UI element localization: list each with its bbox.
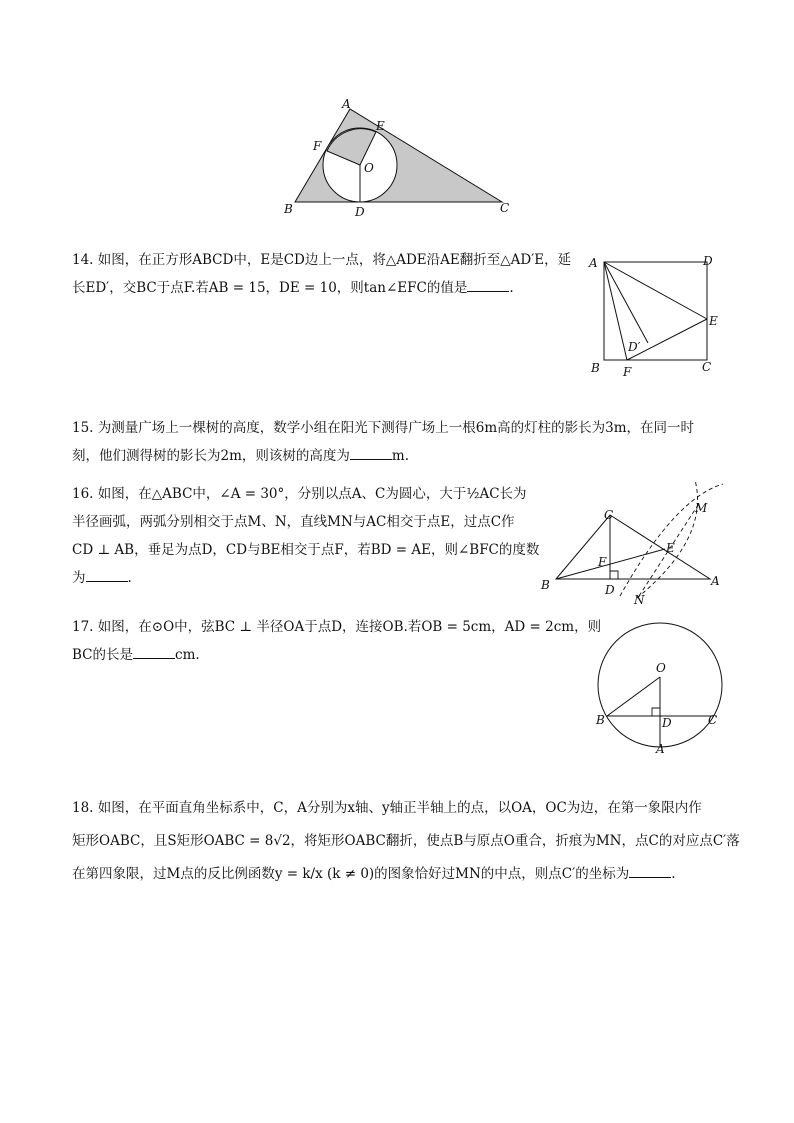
q15-line2: 刻，他们测得树的影长为2m，则该树的高度为 <box>72 448 350 464</box>
label-b: B <box>284 202 293 216</box>
arc-lower <box>637 480 698 598</box>
q16-line1: 16. 如图，在△ABC中，∠A = 30°，分别以点A、C为圆心，大于½AC长为 <box>72 486 527 502</box>
label-b: B <box>591 361 600 375</box>
label-d: D <box>662 716 672 730</box>
label-c: C <box>702 360 712 374</box>
q16-line2: 半径画弧，两弧分别相交于点M、N，直线MN与AC相交于点E，过点C作 <box>72 514 515 530</box>
label-a: A <box>711 574 720 588</box>
q17-answer-blank[interactable] <box>133 644 175 659</box>
label-f: F <box>313 139 322 153</box>
label-d-prime: D′ <box>628 340 641 354</box>
right-angle-mark <box>610 571 618 579</box>
label-a: A <box>589 256 598 270</box>
label-a: A <box>656 742 665 756</box>
label-e: E <box>376 119 385 133</box>
q15-line1: 15. 为测量广场上一棵树的高度，数学小组在阳光下测得广场上一根6m高的灯柱的影长为3m，在同一时 <box>72 420 695 436</box>
figure-14 <box>585 250 725 380</box>
q16-answer-blank[interactable] <box>86 567 128 582</box>
q18-line2: 矩形OABC，且S矩形OABC = 8√2，将矩形OABC翻折，使点B与原点O重合，折痕为MN，点C的对应点C′落 <box>72 833 740 849</box>
label-a: A <box>342 97 351 111</box>
q15-unit: m. <box>391 448 409 464</box>
label-c: C <box>500 201 510 215</box>
q16-period: . <box>127 570 132 586</box>
label-d: D <box>703 254 713 268</box>
label-d: D <box>605 583 615 597</box>
q18-period: . <box>671 866 676 882</box>
label-o: O <box>656 661 666 675</box>
label-c: C <box>708 713 718 727</box>
segment-af <box>604 262 627 360</box>
q16-line3: CD ⊥ AB，垂足为点D，CD与BE相交于点F，若BD = AE，则∠BFC的度数 <box>72 542 540 558</box>
q17-line1: 17. 如图，在⊙O中，弦BC ⊥ 半径OA于点D，连接OB.若OB = 5cm，AD = 2cm，则 <box>72 619 602 635</box>
q18-answer-blank[interactable] <box>629 863 671 878</box>
question-17 <box>72 613 601 669</box>
figure-16 <box>535 478 725 608</box>
question-16 <box>72 480 539 592</box>
label-e: E <box>666 541 675 555</box>
label-b: B <box>541 578 550 592</box>
label-o: O <box>364 161 374 175</box>
question-14 <box>72 246 571 302</box>
label-n: N <box>634 593 645 607</box>
q16-line4: 为 <box>72 570 86 586</box>
figure-17 <box>590 625 730 760</box>
label-f: F <box>598 555 607 569</box>
q15-answer-blank[interactable] <box>350 445 392 460</box>
q18-line1: 18. 如图，在平面直角坐标系中，C，A分别为x轴、y轴正半轴上的点，以OA，OC为边，在第一象限内作 <box>72 800 702 816</box>
label-e: E <box>709 314 718 328</box>
q17-unit: cm. <box>175 647 200 663</box>
figure-13 <box>270 92 530 227</box>
q14-period: . <box>509 280 514 296</box>
q18-line3: 在第四象限，过M点的反比例函数y = k/x (k ≠ 0)的图象恰好过MN的中点，则点C′的坐标为 <box>72 866 630 882</box>
label-c: C <box>604 508 614 522</box>
q14-line2: 长ED′，交BC于点F.若AB = 15，DE = 10，则tan∠EFC的值是 <box>72 280 468 296</box>
q14-answer-blank[interactable] <box>467 277 509 292</box>
label-d: D <box>355 205 365 219</box>
label-f: F <box>623 365 632 379</box>
question-18 <box>72 792 740 891</box>
label-b: B <box>596 713 605 727</box>
label-m: M <box>695 501 708 515</box>
right-angle-mark <box>652 708 660 716</box>
question-15 <box>72 414 694 470</box>
q17-line2: BC的长是 <box>72 647 134 663</box>
q14-line1: 14. 如图，在正方形ABCD中，E是CD边上一点，将△ADE沿AE翻折至△AD′E，延 <box>72 252 572 268</box>
triangle-abc <box>556 515 710 579</box>
